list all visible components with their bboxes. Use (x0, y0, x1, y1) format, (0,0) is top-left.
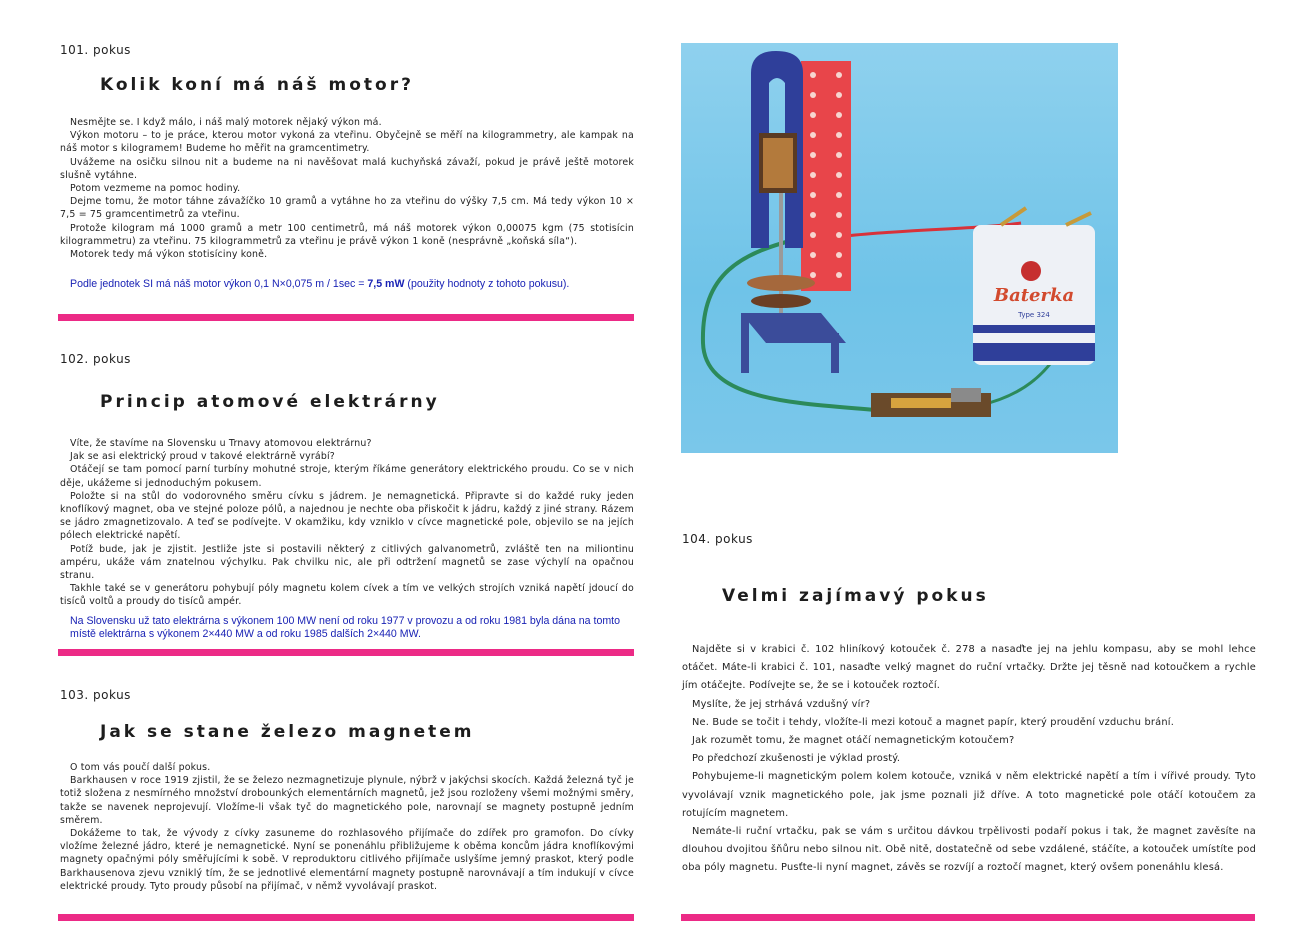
paragraph: Ne. Bude se točit i tehdy, vložíte-li mezi kotouč a magnet papír, který proudění vzduchu brání. (692, 716, 1175, 728)
battery-brand: Baterka (993, 285, 1075, 306)
experiment-number-104: 104. pokus (682, 532, 753, 546)
note-bold-value: 7,5 mW (367, 278, 405, 290)
experiment-text-103 (60, 761, 634, 893)
note-prefix: Podle jednotek SI má náš motor výkon 0,1 N×0,075 m / 1sec = (70, 278, 368, 290)
reactor-note-102: Na Slovensku už tato elektrárna s výkonem 100 MW není od roku 1977 v provozu a od roku 1981 byla dána na tomto místě elektrárna s výkonem 2×440 MW a od roku 1985 dalších 2×440 MW. (70, 615, 621, 640)
paragraph: Dejme tomu, že motor táhne závažíčko 10 gramů a vytáhne ho za vteřinu do výšky 7,5 cm. Má tedy výkon 10 × 7,5 = 75 gramcentimetrů za vteřinu. (60, 196, 634, 221)
motor-photo (681, 43, 1118, 453)
experiment-text-101 (60, 116, 634, 261)
motor-photo-illustration (681, 43, 1118, 453)
battery-type: Type 324 (1018, 311, 1050, 319)
paragraph: Po předchozí zkušenosti je výklad prostý. (692, 753, 901, 765)
paragraph: O tom vás poučí další pokus. (70, 762, 211, 773)
note-suffix: (použity hodnoty z tohoto pokusu). (404, 278, 570, 290)
paragraph: Jak se asi elektrický proud v takové elektrárně vyrábí? (70, 451, 335, 463)
divider-bar (681, 914, 1255, 921)
divider-bar (58, 914, 634, 921)
paragraph: Jak rozumět tomu, že magnet otáčí nemagnetickým kotoučem? (692, 735, 1015, 747)
experiment-number-103: 103. pokus (60, 688, 131, 702)
paragraph: Nemáte-li ruční vrtačku, pak se vám s určitou dávkou trpělivosti podaří pokus i tak, že magnet zavěsíte na dlouhou dvojitou šňůru nebo silnou nit. Obě nitě, dostatečně od sebe vzdálené, stáčíte, a kotouček umístíte pod oba póly magnetu. Pusťte-li nyní magnet, závěs se rozvíjí a roztočí magnet, který ovšem ponenáhlu klesá. (682, 826, 1256, 874)
divider-bar (58, 314, 634, 321)
experiment-title-102: Princip atomové elektrárny (100, 392, 440, 412)
divider-bar (58, 649, 634, 656)
paragraph: Víte, že stavíme na Slovensku u Trnavy atomovou elektrárnu? (70, 438, 372, 449)
paragraph: Nesmějte se. I když málo, i náš malý motorek nějaký výkon má. (70, 117, 382, 128)
paragraph: Najděte si v krabici č. 102 hliníkový kotouček č. 278 a nasaďte jej na jehlu kompasu, aby se mohl lehce otáčet. Máte-li krabici č. 101, nasaďte velký magnet do ruční vrtačky. Držte jej těsně nad kotoučkem a rychle jím otáčejte. Podívejte se, že se i kotouček roztočí. (682, 644, 1256, 692)
paragraph: Myslíte, že jej strhává vzdušný vír? (692, 698, 871, 710)
paragraph: Takhle také se v generátoru pohybují póly magnetu kolem cívek a tím ve velkých strojích vzniká napětí jdoucí do tisíců voltů a proudy do tisíců ampér. (60, 583, 634, 608)
paragraph: Barkhausen v roce 1919 zjistil, že se železo nezmagnetizuje plynule, nýbrž v jakýchsi skocích. Každá železná tyč je totiž složena z nesmírného množství drobounkých elementárních magnetů, jež jsou rozloženy všemi možnými směry, takže se navenek neprojevují. Vložíme-li však tyč do magnetického pole, narovnají se magnety postupně jedním směrem. (60, 775, 634, 826)
paragraph: Položte si na stůl do vodorovného směru cívku s jádrem. Je nemagnetická. Připravte si do každé ruky jeden knoflíkový magnet, oba ve stejné poloze pólů, a najednou je nechte oba přiskočit k jádru, každý z jiné strany. Rázem se jádro zmagnetizovalo. A teď se podívejte. V okamžiku, kdy vzniklo v cívce magnetické pole, objevilo se na jejích pólech elektrické napětí. (60, 490, 634, 542)
paragraph: Uvážeme na osičku silnou nit a budeme na ni navěšovat malá kuchyňská závaží, pokud je právě ještě motorek slušně vytáhne. (60, 156, 634, 181)
paragraph: Motorek tedy má výkon stotisíciny koně. (70, 249, 268, 261)
pulley (747, 275, 815, 291)
experiment-number-101: 101. pokus (60, 43, 131, 57)
experiment-title-104: Velmi zajímavý pokus (722, 586, 989, 606)
red-meccano-strip (801, 61, 851, 291)
paragraph: Potom vezmeme na pomoc hodiny. (70, 183, 241, 195)
paragraph: Pohybujeme-li magnetickým polem kolem kotouče, vzniká v něm elektrické napětí a tím i vířivé proudy. Tyto vyvolávají vznik magnetického pole, jak jsme poznali již dříve. A toto magnetické pole otáčí kotoučem za rotujícím magnetem. (682, 771, 1256, 819)
paragraph: Protože kilogram má 1000 gramů a metr 100 centimetrů, má náš motorek výkon 0,00075 kgm (75 stotisícin kilogrammetru) za vteřinu. 75 kilogrammetrů za vteřinu je právě výkon 1 koně (nesprávně „koňská síla“). (60, 222, 634, 247)
experiment-title-101: Kolik koní má náš motor? (100, 75, 414, 95)
experiment-text-104 (682, 641, 1256, 878)
experiment-number-102: 102. pokus (60, 352, 131, 366)
paragraph: Otáčejí se tam pomocí parní turbíny mohutné stroje, kterým říkáme generátory elektrického proudu. Co se v nich děje, ukážeme si jednoduchým pokusem. (60, 464, 634, 489)
experiment-title-103: Jak se stane železo magnetem (100, 722, 475, 742)
paragraph: Potíž bude, jak je zjistit. Jestliže jste si postavili některý z citlivých galvanometrů, zvláště ten na miliontinu ampéru, ukáže vám znatelnou výchylku. Pak chvilku nic, ale při odtržení magnetů se zase výchylí na opačnou stranu. (60, 543, 634, 582)
experiment-text-102 (60, 437, 634, 609)
paragraph: Výkon motoru – to je práce, kterou motor vykoná za vteřinu. Obyčejně se měří na kilogrammetry, ale kampak na náš motor s kilogramem! Budeme ho měřit na gramcentimetry. (60, 130, 634, 155)
paragraph: Dokážeme to tak, že vývody z cívky zasuneme do rozhlasového přijímače do zdířek pro gramofon. Do cívky vložíme železné jádro, které je nemagnetické. Nyní se ponenáhlu přibližujeme k oběma koncům jádra knoflíkovými magnety opačnými póly směřujícími k sobě. V reproduktoru citlivého přijímače uslyšíme jemný praskot, který podle Barkhausenova zjevu vzniklý tím, že se jednotlivé elementární magnety postupně narovnávají a tím indukují v cívce elektrické proudy. Tyto proudy působí na přijímač, v němž vyvolávají praskot. (60, 828, 634, 892)
meccano-base (741, 313, 846, 343)
si-note-101 (70, 278, 640, 291)
